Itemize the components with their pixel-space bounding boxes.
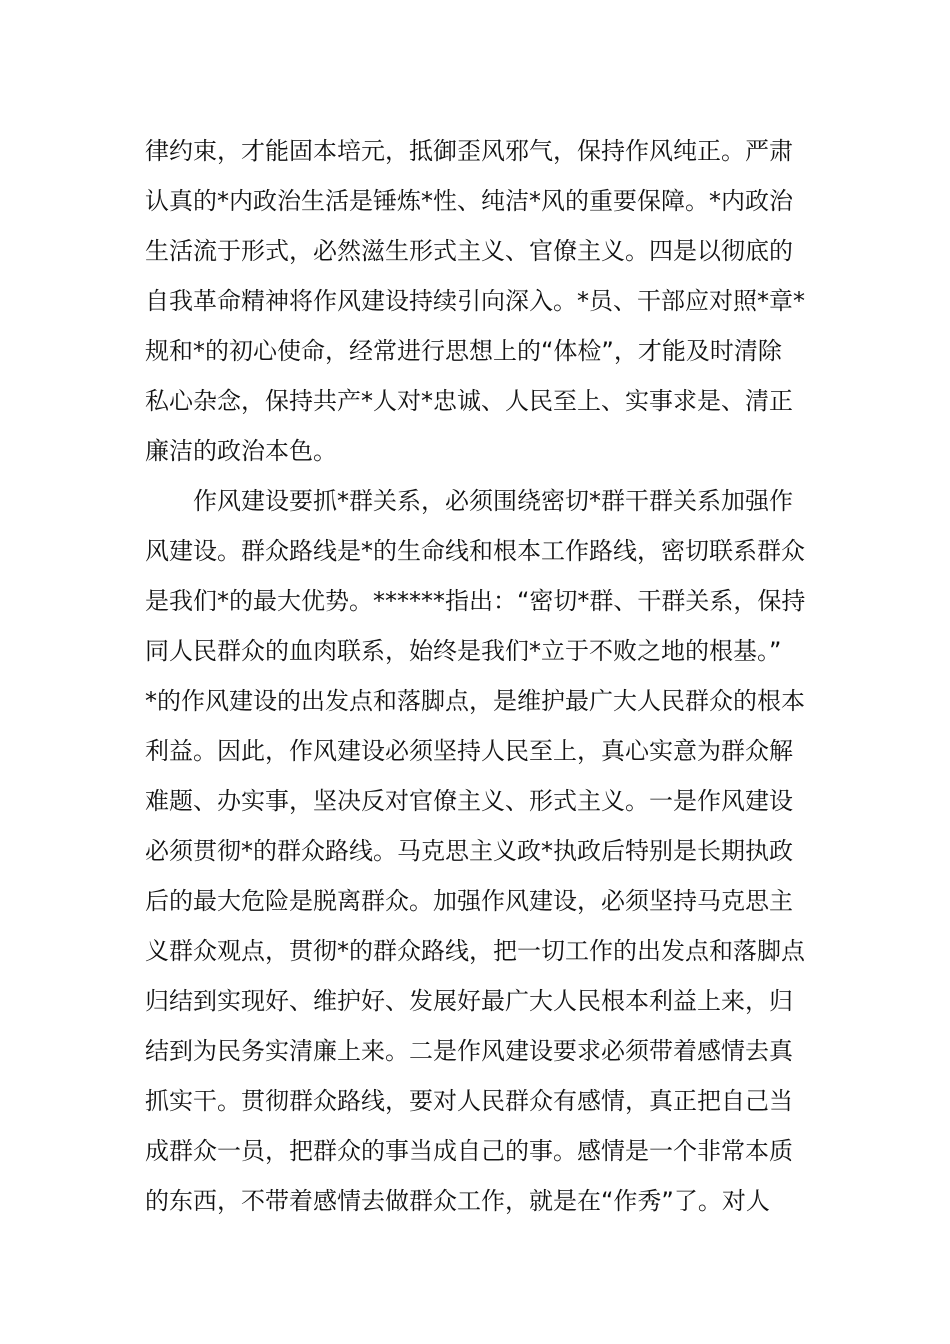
text-line: 同人民群众的血肉联系，始终是我们*立于不败之地的根基。” <box>145 637 782 665</box>
text-line: 律约束，才能固本培元，抵御歪风邪气，保持作风纯正。严肃 <box>145 137 793 165</box>
text-line: 后的最大危险是脱离群众。加强作风建设，必须坚持马克思主 <box>145 887 793 915</box>
text-line: 必须贯彻*的群众路线。马克思主义政*执政后特别是长期执政 <box>145 837 793 865</box>
text-line: 的东西，不带着感情去做群众工作，就是在“作秀”了。对人 <box>145 1187 770 1215</box>
paragraph-continued <box>145 126 815 476</box>
text-line: 利益。因此，作风建设必须坚持人民至上，真心实意为群众解 <box>145 737 793 765</box>
text-line: *的作风建设的出发点和落脚点，是维护最广大人民群众的根本 <box>145 687 805 715</box>
text-line-indented: 作风建设要抓*群关系，必须围绕密切*群干群关系加强作 <box>193 487 793 515</box>
text-line: 风建设。群众路线是*的生命线和根本工作路线，密切联系群众 <box>145 537 805 565</box>
paragraph-mass-relations <box>145 476 815 1226</box>
text-line: 规和*的初心使命，经常进行思想上的“体检”，才能及时清除 <box>145 337 782 365</box>
text-line: 私心杂念，保持共产*人对*忠诚、人民至上、实事求是、清正 <box>145 387 793 415</box>
text-line: 难题、办实事，坚决反对官僚主义、形式主义。一是作风建设 <box>145 787 793 815</box>
text-line: 归结到实现好、维护好、发展好最广大人民根本利益上来，归 <box>145 987 793 1015</box>
text-line: 结到为民务实清廉上来。二是作风建设要求必须带着感情去真 <box>145 1037 793 1065</box>
text-line: 廉洁的政治本色。 <box>145 437 337 465</box>
text-line: 自我革命精神将作风建设持续引向深入。*员、干部应对照*章* <box>145 287 805 315</box>
text-line: 认真的*内政治生活是锤炼*性、纯洁*风的重要保障。*内政治 <box>145 187 793 215</box>
text-line: 生活流于形式，必然滋生形式主义、官僚主义。四是以彻底的 <box>145 237 793 265</box>
text-line: 义群众观点，贯彻*的群众路线，把一切工作的出发点和落脚点 <box>145 937 805 965</box>
text-line: 成群众一员，把群众的事当成自己的事。感情是一个非常本质 <box>145 1137 793 1165</box>
text-line: 抓实干。贯彻群众路线，要对人民群众有感情，真正把自己当 <box>145 1087 793 1115</box>
text-line: 是我们*的最大优势。******指出：“密切*群、干群关系，保持 <box>145 587 806 615</box>
